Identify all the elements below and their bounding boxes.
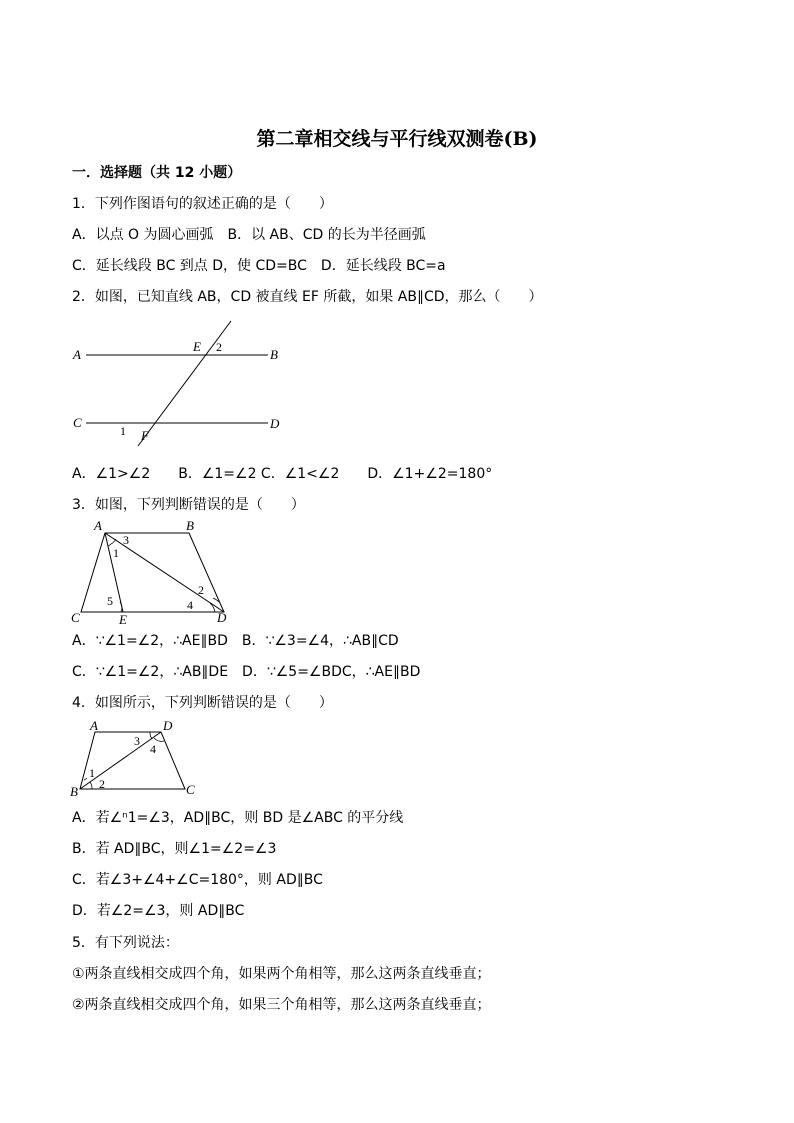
label-c: C	[186, 782, 195, 797]
label-a: A	[94, 518, 102, 533]
q1-stem: 1．下列作图语句的叙述正确的是（ ）	[72, 196, 333, 212]
q5-stem: 5．有下列说法：	[72, 935, 179, 951]
section-heading: 一．选择题（共 12 小题）	[72, 165, 242, 181]
angle-3-label: 3	[134, 734, 140, 748]
trapezoid-abdc	[81, 533, 224, 612]
angle-1-label: 1	[120, 424, 126, 438]
angle-2-label: 2	[198, 583, 204, 597]
angle-2-label: 2	[99, 777, 105, 791]
q4-stem: 4．如图所示，下列判断错误的是（ ）	[72, 695, 333, 711]
angle-4-label: 4	[187, 598, 193, 612]
angle-arc-3	[150, 732, 152, 739]
q2-options: A．∠1>∠2 B．∠1=∠2 C．∠1<∠2 D．∠1+∠2=180°	[72, 466, 493, 482]
label-f: F	[141, 428, 149, 443]
label-b: B	[186, 518, 194, 533]
q5-statement-1: ①两条直线相交成四个角，如果两个角相等，那么这两条直线垂直；	[72, 966, 491, 982]
angle-arc-5	[120, 602, 122, 612]
q2-figure	[68, 318, 288, 453]
q3-options-ab: A．∵∠1=∠2，∴AE∥BD B．∵∠3=∠4，∴AB∥CD	[72, 633, 399, 649]
q1-options-cd: C．延长线段 BC 到点 D，使 CD=BC D．延长线段 BC=a	[72, 258, 446, 274]
label-a: A	[73, 347, 81, 362]
label-b: B	[70, 784, 78, 799]
angle-arc-4	[154, 738, 164, 741]
trapezoid-abcd	[80, 732, 185, 789]
q3-figure	[68, 516, 238, 628]
angle-arc-1	[108, 544, 111, 546]
label-b: B	[270, 347, 278, 362]
label-c: C	[73, 415, 82, 430]
label-d: D	[163, 718, 173, 733]
angle-1-label: 1	[113, 546, 119, 560]
diagonal-bd	[80, 732, 161, 789]
q5-statement-2: ②两条直线相交成四个角，如果三个角相等，那么这两条直线垂直；	[72, 997, 491, 1013]
q1-options-ab: A．以点 O 为圆心画弧 B．以 AB、CD 的长为半径画弧	[72, 227, 426, 243]
q4-figure	[68, 718, 208, 802]
angle-arc-2	[90, 782, 92, 789]
q4-option-c: C．若∠3+∠4+∠C=180°，则 AD∥BC	[72, 872, 323, 888]
angle-5-label: 5	[107, 594, 113, 608]
label-c: C	[71, 610, 80, 625]
q3-stem: 3．如图，下列判断错误的是（ ）	[72, 497, 305, 513]
page-title: 第二章相交线与平行线双测卷(B)	[256, 128, 538, 150]
label-a: A	[90, 718, 98, 733]
label-e: E	[193, 339, 201, 354]
q3-options-cd: C．∵∠1=∠2，∴AB∥DE D．∵∠5=∠BDC，∴AE∥BD	[72, 664, 421, 680]
angle-arc-3	[111, 539, 116, 544]
q4-option-b: B．若 AD∥BC，则∠1=∠2=∠3	[72, 841, 277, 857]
angle-arc-1	[84, 778, 87, 780]
angle-1-label: 1	[89, 766, 95, 780]
angle-4-label: 4	[150, 742, 156, 756]
label-e: E	[119, 612, 127, 627]
q4-option-d: D．若∠2=∠3，则 AD∥BC	[72, 903, 245, 919]
q4-option-a: A．若∠ⁿ1=∠3，AD∥BC，则 BD 是∠ABC 的平分线	[72, 810, 404, 826]
q2-stem: 2．如图，已知直线 AB，CD 被直线 EF 所截，如果 AB∥CD，那么（ ）	[72, 289, 543, 305]
angle-3-label: 3	[123, 533, 129, 547]
label-d: D	[217, 610, 227, 625]
angle-2-label: 2	[216, 340, 222, 354]
label-d: D	[270, 416, 280, 431]
